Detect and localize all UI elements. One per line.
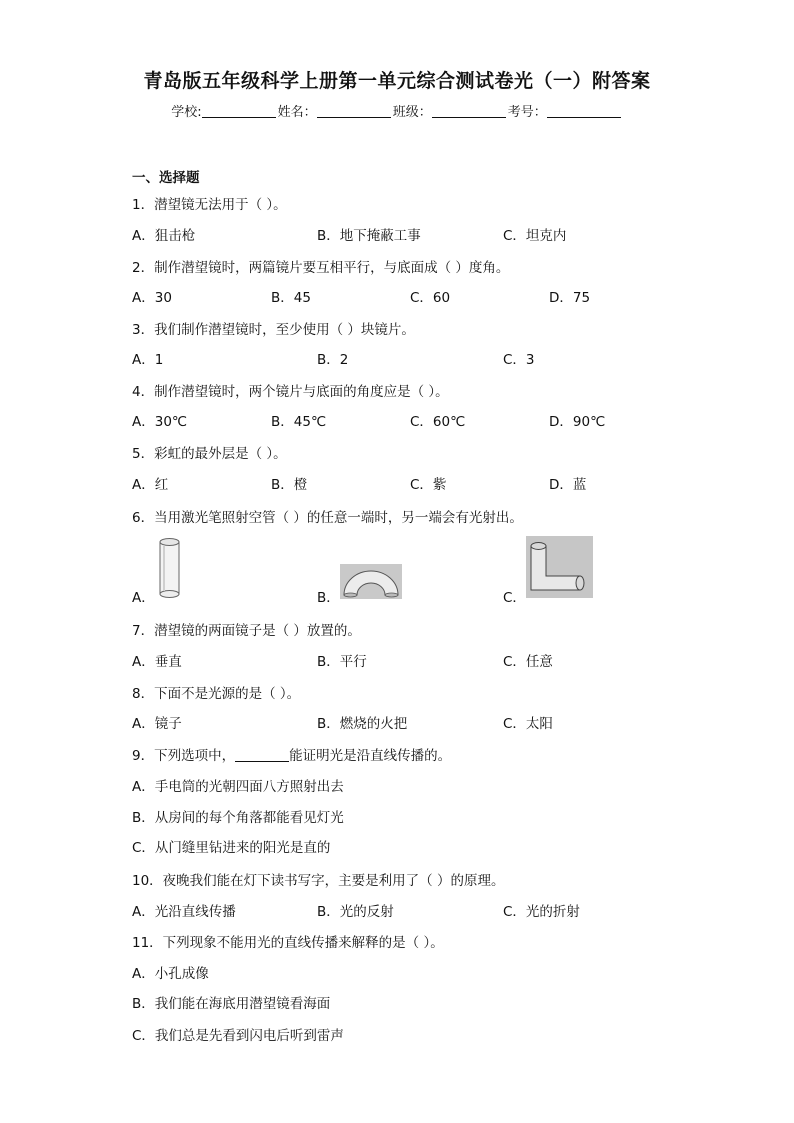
q5-option-c[interactable]: C．紫 — [410, 477, 447, 493]
q9-answer-blank[interactable] — [235, 749, 289, 762]
number-label: 考号： — [507, 105, 547, 120]
name-blank[interactable] — [317, 105, 391, 118]
q8-option-c[interactable]: C．太阳 — [503, 716, 553, 732]
q4-option-a[interactable]: A．30℃ — [132, 414, 188, 430]
school-label: 学校: — [171, 105, 202, 120]
q2-option-c[interactable]: C．60 — [410, 290, 451, 306]
question-11: 11．下列现象不能用光的直线传播来解释的是（ ）。 — [132, 935, 444, 951]
q7-option-a[interactable]: A．垂直 — [132, 654, 182, 670]
q5-option-a[interactable]: A．红 — [132, 477, 169, 493]
q9-stem-end: 能证明光是沿直线传播的。 — [289, 748, 452, 764]
q7-option-b[interactable]: B．平行 — [317, 654, 367, 670]
q10-option-c[interactable]: C．光的折射 — [503, 904, 580, 920]
number-blank[interactable] — [547, 105, 621, 118]
q8-option-a[interactable]: A．镜子 — [132, 716, 182, 732]
bent-tube-image[interactable] — [526, 536, 593, 598]
q4-option-d[interactable]: D．90℃ — [549, 414, 606, 430]
question-3: 3．我们制作潜望镜时，至少使用（ ）块镜片。 — [132, 322, 415, 338]
q11-option-c[interactable]: C．我们总是先看到闪电后听到雷声 — [132, 1028, 344, 1044]
q9-option-b[interactable]: B．从房间的每个角落都能看见灯光 — [132, 810, 344, 826]
question-1: 1．潜望镜无法用于（ ）。 — [132, 197, 287, 213]
q2-option-d[interactable]: D．75 — [549, 290, 591, 306]
q10-option-b[interactable]: B．光的反射 — [317, 904, 394, 920]
q4-option-c[interactable]: C．60℃ — [410, 414, 466, 430]
question-5: 5．彩虹的最外层是（ ）。 — [132, 446, 287, 462]
q11-option-a[interactable]: A．小孔成像 — [132, 966, 209, 982]
q4-option-b[interactable]: B．45℃ — [271, 414, 327, 430]
school-blank[interactable] — [202, 105, 276, 118]
q6-option-a[interactable]: A． — [132, 590, 155, 606]
question-8: 8．下面不是光源的是（ ）。 — [132, 686, 301, 702]
student-info-line — [0, 101, 794, 120]
q5-option-b[interactable]: B．橙 — [271, 477, 308, 493]
question-10: 10．夜晚我们能在灯下读书写字，主要是利用了（ ）的原理。 — [132, 873, 505, 889]
q6-option-b[interactable]: B． — [317, 590, 340, 606]
q10-option-a[interactable]: A．光沿直线传播 — [132, 904, 236, 920]
q8-option-b[interactable]: B．燃烧的火把 — [317, 716, 408, 732]
q9-stem-start: 9．下列选项中， — [132, 748, 236, 764]
q9-option-a[interactable]: A．手电筒的光朝四面八方照射出去 — [132, 779, 344, 795]
q9-option-c[interactable]: C．从门缝里钻进来的阳光是直的 — [132, 840, 331, 856]
q2-option-b[interactable]: B．45 — [271, 290, 311, 306]
q5-option-d[interactable]: D．蓝 — [549, 477, 587, 493]
class-blank[interactable] — [432, 105, 506, 118]
q11-option-b[interactable]: B．我们能在海底用潜望镜看海面 — [132, 996, 331, 1012]
question-4: 4．制作潜望镜时，两个镜片与底面的角度应是（ ）。 — [132, 384, 449, 400]
question-2: 2．制作潜望镜时，两篇镜片要互相平行，与底面成（ ）度角。 — [132, 260, 510, 276]
question-7: 7．潜望镜的两面镜子是（ ）放置的。 — [132, 623, 361, 639]
question-9 — [132, 744, 451, 764]
q3-option-c[interactable]: C．3 — [503, 352, 535, 368]
q3-option-a[interactable]: A．1 — [132, 352, 164, 368]
q1-option-b[interactable]: B．地下掩蔽工事 — [317, 228, 421, 244]
name-label: 姓名： — [277, 105, 317, 120]
class-label: 班级： — [392, 105, 432, 120]
page-title: 青岛版五年级科学上册第一单元综合测试卷光（一）附答案 — [143, 70, 651, 92]
q1-option-a[interactable]: A．狙击枪 — [132, 228, 196, 244]
straight-tube-image[interactable] — [155, 536, 185, 602]
q7-option-c[interactable]: C．任意 — [503, 654, 553, 670]
question-6: 6．当用激光笔照射空管（ ）的任意一端时，另一端会有光射出。 — [132, 510, 523, 526]
q2-option-a[interactable]: A．30 — [132, 290, 172, 306]
section-heading: 一、选择题 — [132, 170, 200, 186]
q3-option-b[interactable]: B．2 — [317, 352, 349, 368]
q1-option-c[interactable]: C．坦克内 — [503, 228, 567, 244]
q6-option-c[interactable]: C． — [503, 590, 526, 606]
arched-tube-image[interactable] — [340, 564, 402, 599]
